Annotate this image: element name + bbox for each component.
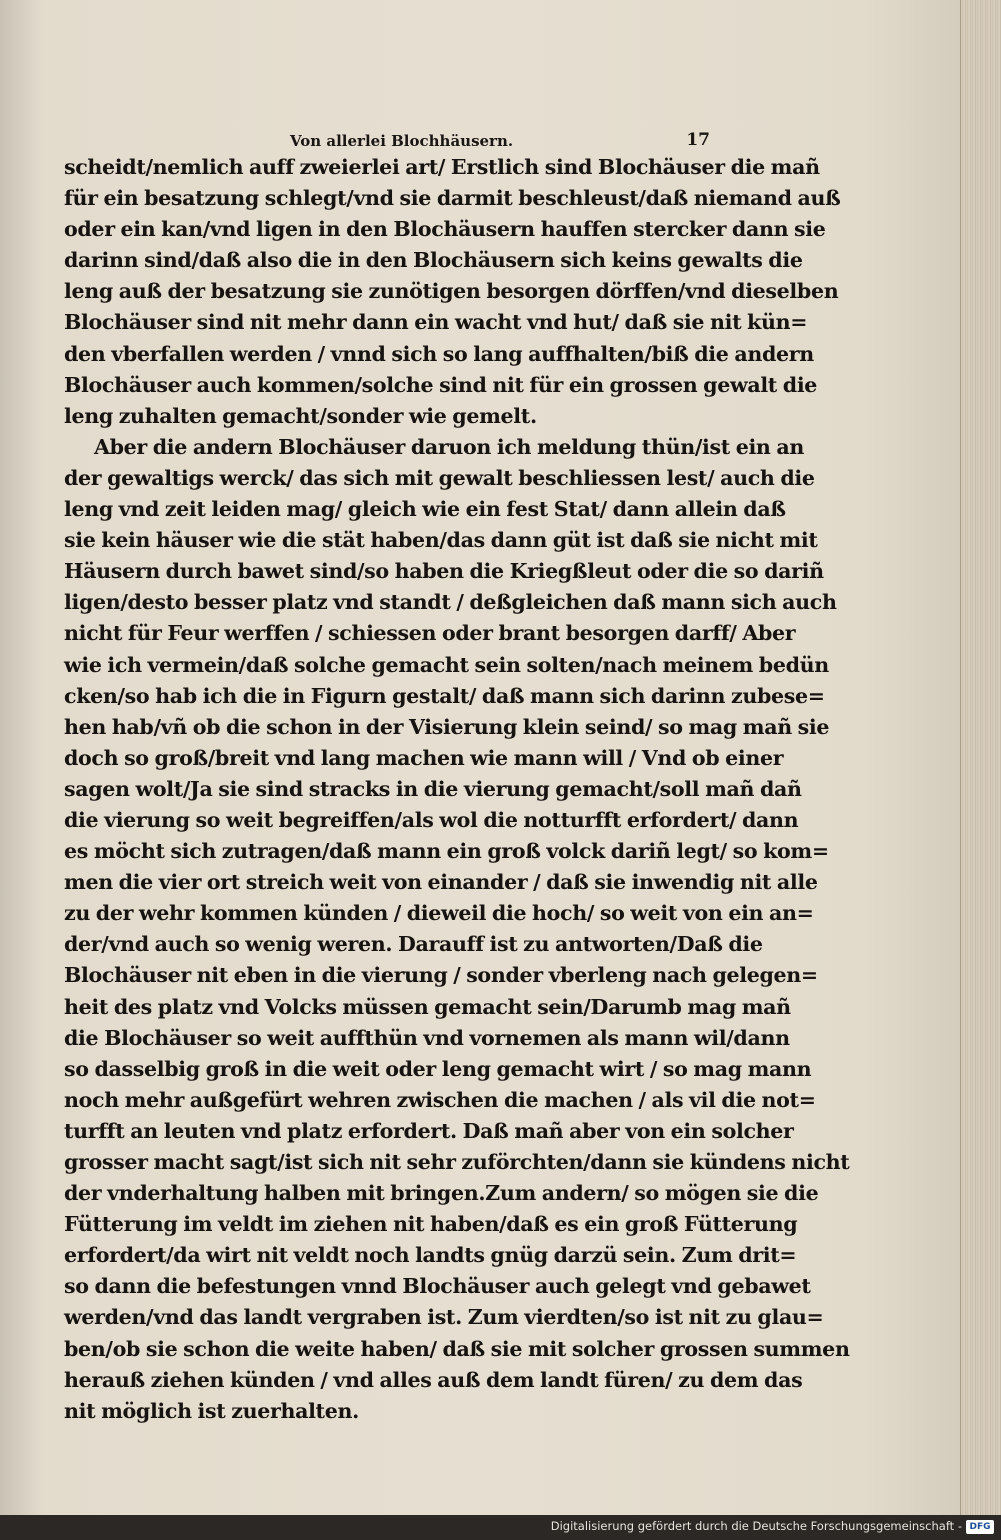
text-line: men die vier ort streich weit von einander / daß sie inwendig nit alle: [64, 870, 818, 895]
footer-bar: [0, 1515, 1000, 1540]
text-line: leng vnd zeit leiden mag/ gleich wie ein fest Stat/ dann allein daß: [64, 497, 786, 522]
text-line: für ein besatzung schlegt/vnd sie darmit beschleust/daß niemand auß: [64, 186, 841, 211]
text-line: cken/so hab ich die in Figurn gestalt/ daß mann sich darinn zubese=: [64, 683, 825, 708]
text-line: herauß ziehen künden / vnd alles auß dem landt füren/ zu dem das: [64, 1367, 803, 1392]
text-line: turfft an leuten vnd platz erfordert. Daß mañ aber von ein solcher: [64, 1118, 794, 1143]
text-line: Blochäuser sind nit mehr dann ein wacht vnd hut/ daß sie nit kün=: [64, 310, 808, 335]
text-line: erfordert/da wirt nit veldt noch landts gnüg darzü sein. Zum drit=: [64, 1243, 797, 1268]
text-line: Fütterung im veldt im ziehen nit haben/daß es ein groß Fütterung: [64, 1212, 798, 1237]
running-head-title: Von allerlei Blochhäusern.: [290, 132, 514, 150]
text-line: leng auß der besatzung sie zunötigen besorgen dörffen/vnd dieselben: [64, 279, 839, 304]
dfg-logo-icon: DFG: [966, 1520, 994, 1534]
text-line: die Blochäuser so weit auffthün vnd vornemen als mann wil/dann: [64, 1025, 790, 1050]
text-line: hen hab/vñ ob die schon in der Visierung klein seind/ so mag mañ sie: [64, 714, 830, 739]
page-number: 17: [686, 130, 710, 150]
text-line: es möcht sich zutragen/daß mann ein groß volck dariñ legt/ so kom=: [64, 839, 829, 864]
text-line: oder ein kan/vnd ligen in den Blochäusern hauffen stercker dann sie: [64, 217, 826, 242]
text-line: so dasselbig groß in die weit oder leng gemacht wirt / so mag mann: [64, 1056, 812, 1081]
text-line: nicht für Feur werffen / schiessen oder brant besorgen darff/ Aber: [64, 621, 796, 646]
funding-credit: Digitalisierung gefördert durch die Deutsche Forschungsgemeinschaft -: [550, 1519, 962, 1533]
text-line: darinn sind/daß also die in den Blochäusern sich keins gewalts die: [64, 248, 803, 273]
text-block: [64, 152, 850, 1427]
text-line: Blochäuser auch kommen/solche sind nit für ein grossen gewalt die: [64, 372, 818, 397]
text-line: der vnderhaltung halben mit bringen.Zum andern/ so mögen sie die: [64, 1181, 819, 1206]
text-line: scheidt/nemlich auff zweierlei art/ Erstlich sind Blochäuser die mañ: [64, 155, 820, 179]
text-line: leng zuhalten gemacht/sonder wie gemelt.: [64, 403, 537, 428]
text-line: zu der wehr kommen künden / dieweil die hoch/ so weit von ein an=: [64, 901, 814, 926]
text-line: Häusern durch bawet sind/so haben die Kriegßleut oder die so dariñ: [64, 559, 824, 584]
page-edges: [960, 0, 1001, 1515]
gutter-shadow: [0, 0, 40, 1515]
text-line: werden/vnd das landt vergraben ist. Zum vierdten/so ist nit zu glau=: [64, 1305, 824, 1330]
text-line: den vberfallen werden / vnnd sich so lang auffhalten/biß die andern: [64, 341, 814, 366]
text-line: doch so groß/breit vnd lang machen wie mann will / Vnd ob einer: [64, 745, 784, 770]
text-line: sie kein häuser wie die stät haben/das dann güt ist daß sie nicht mit: [64, 528, 818, 553]
text-line: ben/ob sie schon die weite haben/ daß sie mit solcher grossen summen: [64, 1336, 850, 1361]
text-line: grosser macht sagt/ist sich nit sehr zuförchten/dann sie kündens nicht: [64, 1150, 850, 1174]
text-line: ligen/desto besser platz vnd standt / deßgleichen daß mann sich auch: [64, 590, 837, 615]
text-line: wie ich vermein/daß solche gemacht sein solten/nach meinem bedün: [64, 652, 829, 677]
text-line: der/vnd auch so wenig weren. Darauff ist zu antworten/Daß die: [64, 932, 763, 957]
text-line: nit möglich ist zuerhalten.: [64, 1398, 359, 1423]
text-line: so dann die befestungen vnnd Blochäuser auch gelegt vnd gebawet: [64, 1274, 811, 1299]
text-line: heit des platz vnd Volcks müssen gemacht sein/Darumb mag mañ: [64, 994, 791, 1019]
text-line: noch mehr außgefürt wehren zwischen die machen / als vil die not=: [64, 1087, 816, 1112]
text-line: Blochäuser nit eben in die vierung / sonder vberleng nach gelegen=: [64, 963, 818, 988]
text-line: sagen wolt/Ja sie sind stracks in die vierung gemacht/soll mañ dañ: [64, 776, 802, 801]
text-line: die vierung so weit begreiffen/als wol die notturfft erfordert/ dann: [64, 807, 799, 832]
text-line: Aber die andern Blochäuser daruon ich meldung thün/ist ein an: [94, 434, 804, 459]
text-line: der gewaltigs werck/ das sich mit gewalt beschliessen lest/ auch die: [64, 465, 815, 490]
